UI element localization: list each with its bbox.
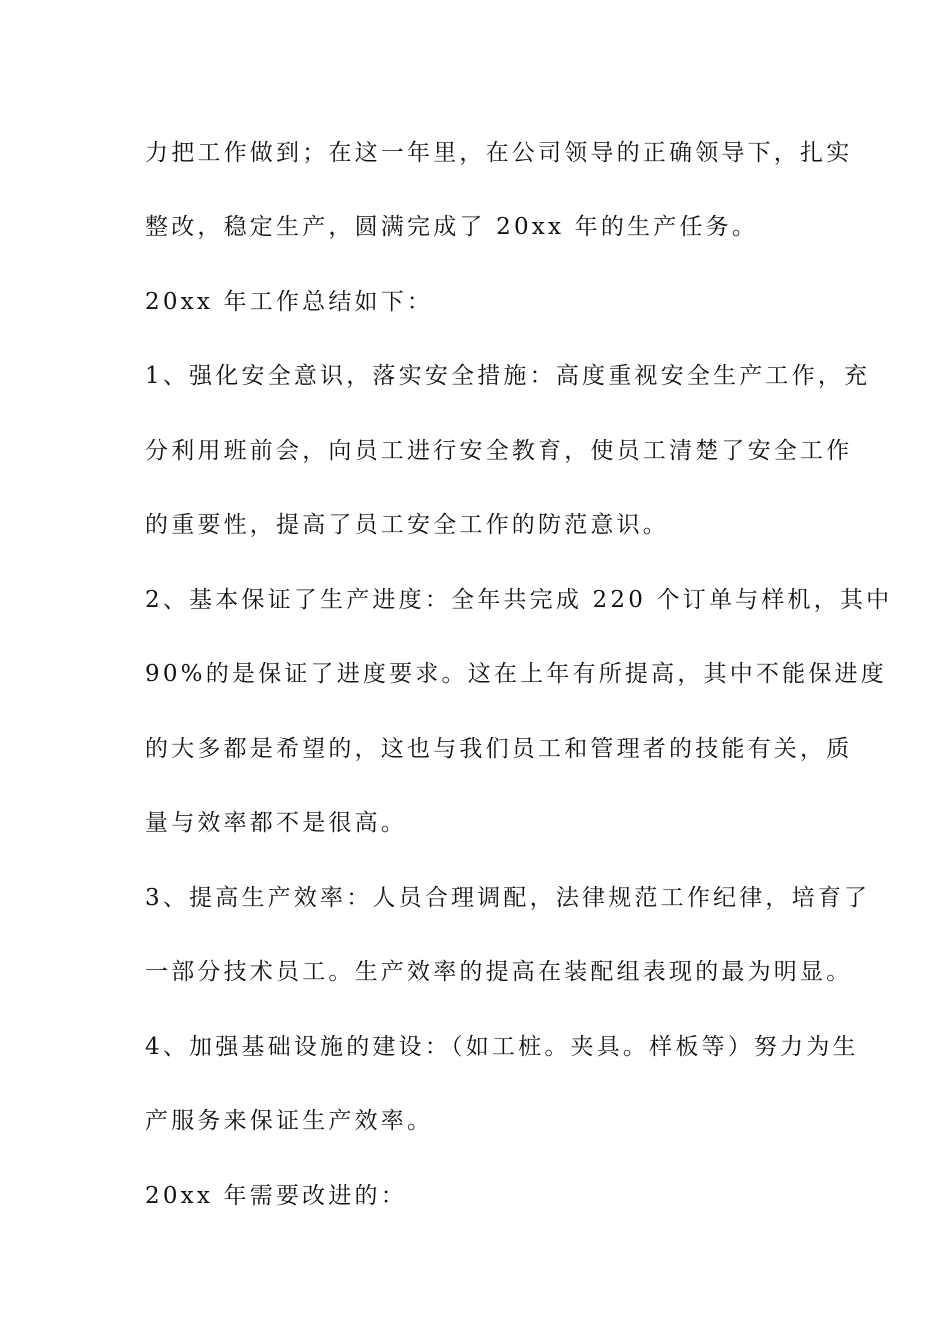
text-line: 3、提高生产效率：人员合理调配，法律规范工作纪律，培育了 bbox=[145, 885, 871, 911]
text-line: 分利用班前会，向员工进行安全教育，使员工清楚了安全工作 bbox=[145, 438, 853, 464]
text-line: 一部分技术员工。生产效率的提高在装配组表现的最为明显。 bbox=[145, 959, 853, 985]
text-line: 20xx 年需要改进的： bbox=[145, 1183, 407, 1209]
text-line: 1、强化安全意识，落实安全措施：高度重视安全生产工作，充 bbox=[145, 363, 871, 389]
text-line: 整改，稳定生产，圆满完成了 20xx 年的生产任务。 bbox=[145, 214, 759, 240]
text-line: 的重要性，提高了员工安全工作的防范意识。 bbox=[145, 512, 669, 538]
text-line: 量与效率都不是很高。 bbox=[145, 810, 407, 836]
text-line: 4、加强基础设施的建设：（如工桩。夹具。样板等）努力为生 bbox=[145, 1034, 859, 1060]
text-line: 90%的是保证了进度要求。这在上年有所提高，其中不能保进度 bbox=[145, 661, 887, 687]
text-line: 产服务来保证生产效率。 bbox=[145, 1108, 434, 1134]
text-line: 20xx 年工作总结如下： bbox=[145, 289, 434, 315]
text-line: 的大多都是希望的，这也与我们员工和管理者的技能有关，质 bbox=[145, 736, 853, 762]
text-line: 力把工作做到；在这一年里，在公司领导的正确领导下，扎实 bbox=[145, 140, 853, 166]
text-line: 2、基本保证了生产进度：全年共完成 220 个订单与样机，其中 bbox=[145, 587, 893, 613]
